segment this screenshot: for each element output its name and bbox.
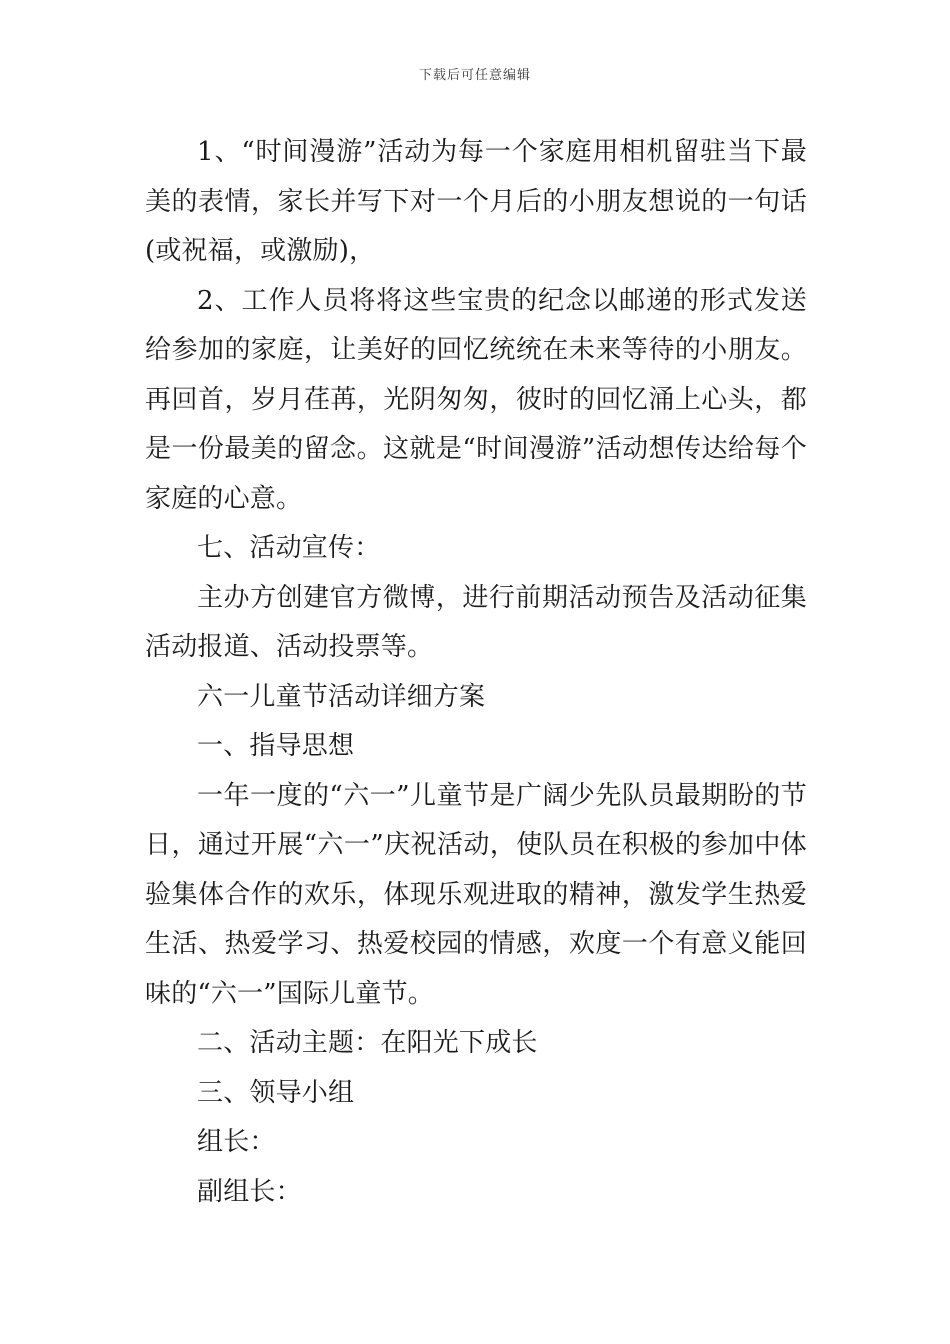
- heading-guiding-idea: 一、指导思想: [197, 731, 355, 761]
- heading-leadership-group: 三、领导小组: [197, 1077, 355, 1108]
- heading-plan-title: 六一儿童节活动详细方案: [197, 681, 486, 712]
- paragraph-activity-step-2: 2、工作人员将将这些宝贵的纪念以邮递的形式发送给参加的家庭，让美好的回忆统统在未来等待的小朋友。再回首，岁月荏苒，光阴匆匆，彼时的回忆涌上心头，都是一份最美的留念。这就是“时间漫游”活动想传达给每个家庭的心意。: [145, 285, 807, 514]
- paragraph-activity-step-1: 1、“时间漫游”活动为每一个家庭用相机留驻当下最美的表情，家长并写下对一个月后的小朋友想说的一句话(或祝福，或激励)，: [145, 137, 807, 266]
- line-group-leader: 组长：: [197, 1127, 276, 1157]
- line-deputy-group-leader: 副组长：: [197, 1176, 302, 1207]
- heading-activity-theme: 二、活动主题：在阳光下成长: [197, 1028, 538, 1058]
- paragraph-guiding-idea: 一年一度的“六一”儿童节是广阔少先队员最期盼的节日，通过开展“六一”庆祝活动，使队员在积极的参加中体验集体合作的欢乐，体现乐观进取的精神，激发学生热爱生活、热爱学习、热爱校园的情感，欢度一个有意义能回味的“六一”国际儿童节。: [145, 780, 807, 1009]
- heading-promotion: 七、活动宣传：: [197, 533, 381, 563]
- paragraph-promotion: 主办方创建官方微博，进行前期活动预告及活动征集活动报道、活动投票等。: [145, 582, 807, 662]
- page-header-note: 下载后可任意编辑: [418, 68, 531, 83]
- document-body: [145, 128, 807, 1217]
